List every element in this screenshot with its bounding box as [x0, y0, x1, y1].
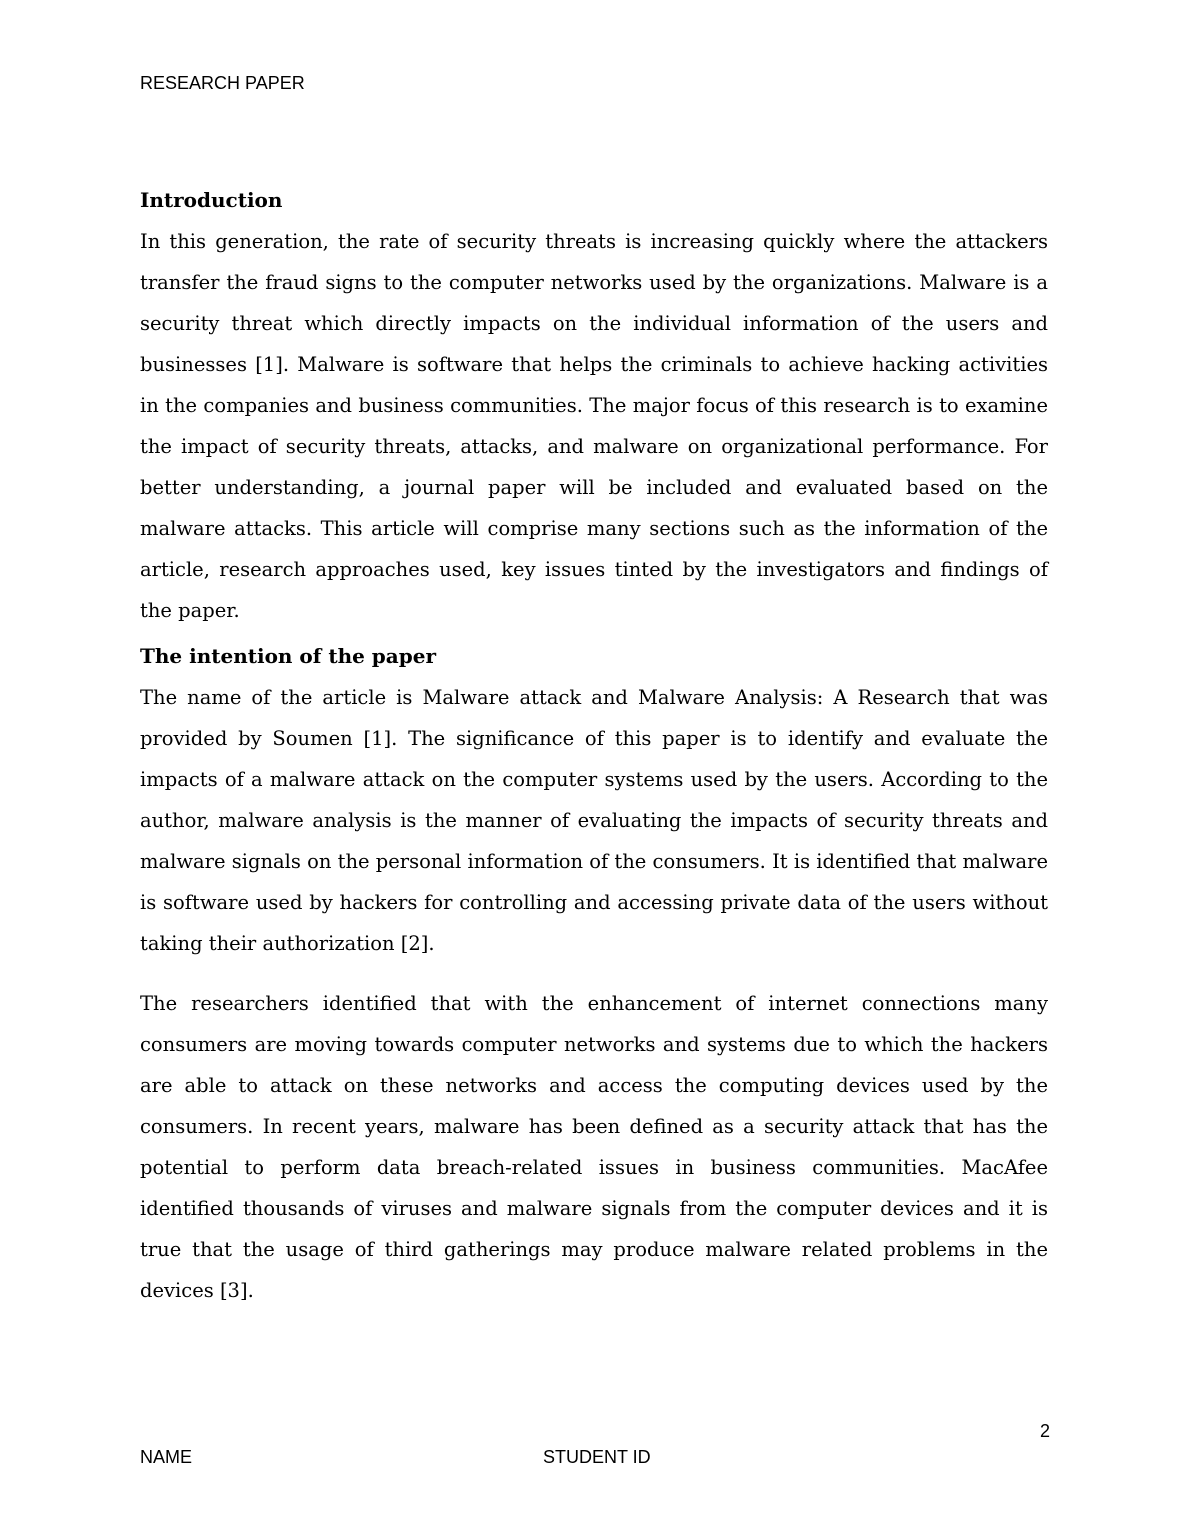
- intention-paragraph-1: The name of the article is Malware attack and Malware Analysis: A Research that was provided by Soumen [1]. The significance of this paper is to identify and evaluate the impacts of a malware attack on the computer systems used by the users. According to the author, malware analysis is the manner of evaluating the impacts of security threats and malware signals on the personal information of the consumers. It is identified that malware is software used by hackers for controlling and accessing private data of the users without taking their authorization [2].: [140, 686, 1048, 955]
- footer-name-label: NAME: [140, 1447, 193, 1467]
- page-number: 2: [1039, 1421, 1050, 1441]
- intention-paragraph-2: The researchers identified that with the enhancement of internet connections many consumers are moving towards computer networks and systems due to which the hackers are able to attack on these networks and access the computing devices used by the consumers. In recent years, malware has been defined as a security attack that has the potential to perform data breach-related issues in business communities. MacAfee identified thousands of viruses and malware signals from the computer devices and it is true that the usage of third gatherings may produce malware related problems in the devices [3].: [140, 992, 1048, 1302]
- intention-heading: The intention of the paper: [140, 644, 436, 668]
- introduction-heading: Introduction: [140, 188, 283, 212]
- running-header: RESEARCH PAPER: [140, 73, 305, 93]
- introduction-paragraph: In this generation, the rate of security threats is increasing quickly where the attackers transfer the fraud signs to the computer networks used by the organizations. Malware is a security threat which directly impacts on the individual information of the users and businesses [1]. Malware is software that helps the criminals to achieve hacking activities in the companies and business communities. The major focus of this research is to examine the impact of security threats, attacks, and malware on organizational performance. For better understanding, a journal paper will be included and evaluated based on the malware attacks. This article will comprise many sections such as the information of the article, research approaches used, key issues tinted by the investigators and findings of the paper.: [140, 230, 1048, 622]
- footer-student-id-label: STUDENT ID: [543, 1447, 651, 1467]
